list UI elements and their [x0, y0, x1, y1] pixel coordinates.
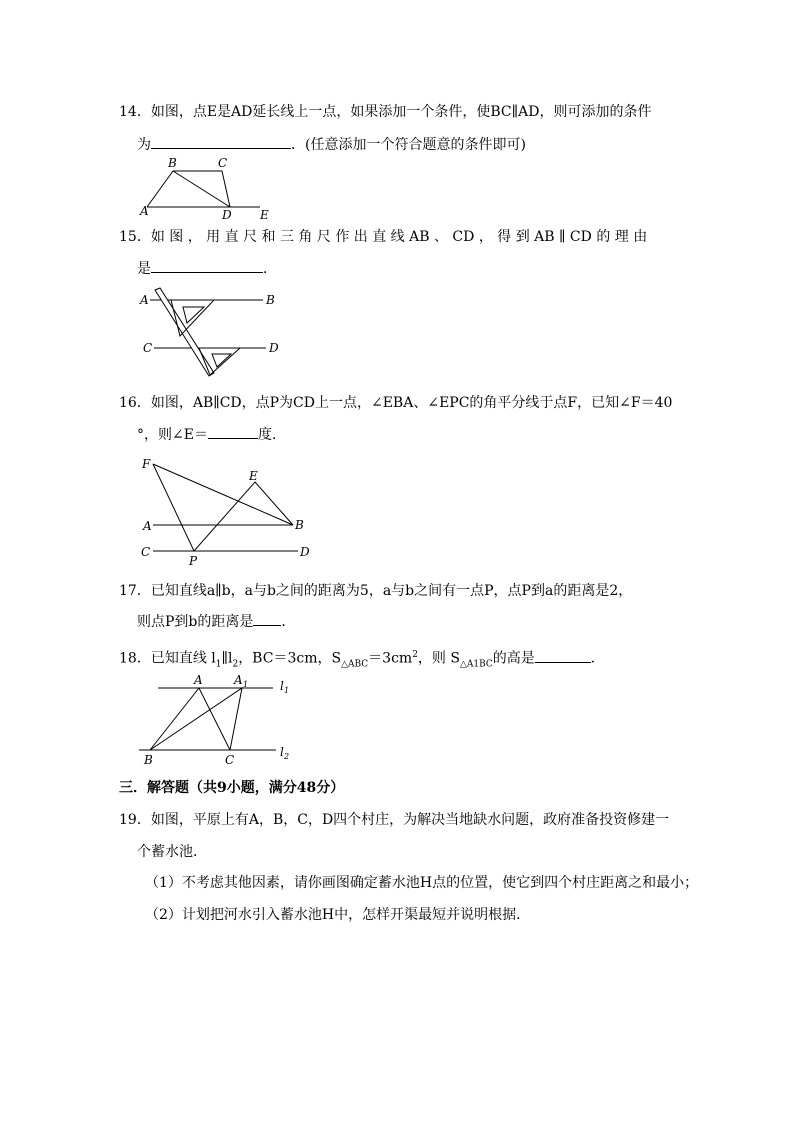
q15-label-A: A: [140, 293, 149, 307]
q16-label-D: D: [300, 545, 310, 559]
q18-sub-3: △ABC: [341, 659, 369, 670]
q16-label-B: B: [295, 518, 304, 532]
q18-number: 18．: [119, 650, 151, 667]
q18-label-C: C: [225, 753, 235, 767]
q18-answer-blank[interactable]: [535, 648, 591, 663]
q18-figure: [136, 672, 296, 768]
q15-suffix: ．: [263, 261, 277, 277]
q19-line2: 个蓄水池．: [137, 844, 207, 860]
q18-end: ．: [590, 650, 605, 667]
q15-answer-blank[interactable]: [151, 258, 263, 273]
q18-text-c: ，BC＝3cm，S: [238, 650, 342, 667]
q17-number: 17．: [119, 583, 151, 599]
q14-label-E: E: [260, 208, 269, 222]
q14-suffix: ．(任意添加一个符合题意的条件即可): [291, 137, 526, 153]
q18-sub-2: 2: [232, 659, 239, 670]
q16-label-A: A: [143, 519, 152, 533]
q16-label-E: E: [249, 469, 258, 483]
q19-line1: [119, 810, 669, 830]
q15-line1: [119, 227, 647, 247]
q18-label-l1: l: [280, 679, 284, 693]
q14-line1: [119, 102, 651, 122]
q18-label-B: B: [144, 753, 153, 767]
q15-label-D: D: [269, 341, 279, 355]
q17-line2: [137, 611, 295, 632]
q15-prefix: 是: [137, 261, 151, 277]
q16-label-F: F: [142, 457, 151, 471]
q19-number: 19．: [119, 812, 151, 828]
q19-subquestion-2: （2）计划把河水引入蓄水池H中，怎样开渠最短并说明根据．: [145, 907, 531, 923]
q17-text: 已知直线a∥b，a与b之间的距离为5，a与b之间有一点P，点P到a的距离是2，: [150, 583, 633, 599]
q18-text-e: ，则 S: [417, 650, 460, 667]
q17-answer-blank[interactable]: [253, 611, 281, 626]
q14-label-C: C: [218, 156, 228, 170]
q14-line2: [137, 134, 526, 155]
q19-subquestion-1: （1）不考虑其他因素，请你画图确定蓄水池H点的位置，使它到四个村庄距离之和最小；: [145, 875, 699, 891]
q18-label-A: A: [194, 673, 203, 687]
q18-label-l1-sub: 1: [284, 686, 290, 695]
q15-label-C: C: [143, 341, 153, 355]
q18-label-A1-sub: 1: [243, 680, 249, 689]
q14-answer-blank[interactable]: [151, 134, 291, 149]
q16-line1: [119, 393, 672, 413]
q14-label-B: B: [168, 156, 177, 170]
q18-text-d: ＝3cm: [368, 650, 413, 667]
q15-figure: [138, 285, 283, 385]
q14-label-D: D: [222, 208, 232, 222]
section-heading: 三．解答题（共9小题，满分48分）: [119, 780, 345, 796]
q16-label-C: C: [141, 545, 151, 559]
q16-suffix: 度．: [257, 427, 286, 443]
q16-number: 16．: [119, 395, 151, 411]
q15-line2: [137, 258, 277, 279]
q14-figure: [140, 155, 275, 221]
q18-label-l2-sub: 2: [284, 752, 290, 761]
q16-label-P: P: [189, 554, 198, 568]
q18-label-A1: A: [234, 673, 243, 687]
q14-text: 如图，点E是AD延长线上一点，如果添加一个条件，使BC∥AD，则可添加的条件: [150, 104, 652, 120]
q18-label-l2: l: [280, 745, 284, 759]
q14-number: 14．: [119, 104, 151, 120]
q17-prefix: 则点P到b的距离是: [137, 614, 254, 630]
q18-sup-1: 2: [412, 650, 418, 660]
q15-number: 15．: [119, 229, 151, 245]
q17-suffix: ．: [281, 614, 296, 630]
q19-text: 如图，平原上有A，B，C，D四个村庄，为解决当地缺水问题，政府准备投资修建一: [150, 812, 670, 828]
q18-text-a: 已知直线 l: [150, 650, 216, 667]
q16-line2: [137, 424, 286, 445]
q16-figure: [138, 452, 318, 568]
q16-prefix: °，则∠E＝: [137, 427, 208, 443]
q18-text-b: ∥l: [221, 650, 233, 667]
q18-text-f: 的高是: [492, 650, 535, 667]
q18-sub-4: △A1BC: [459, 659, 493, 670]
q15-label-B: B: [266, 293, 275, 307]
q15-text: 如 图 ， 用 直 尺 和 三 角 尺 作 出 直 线 AB 、 CD ， 得 到 AB ∥ CD 的 理 由: [150, 229, 648, 245]
q16-answer-blank[interactable]: [208, 424, 258, 439]
q18-line: [119, 645, 605, 674]
q14-prefix: 为: [137, 137, 151, 153]
q18-sub-1: 1: [215, 659, 222, 670]
q17-line1: [119, 581, 632, 601]
q16-text: 如图，AB∥CD，点P为CD上一点，∠EBA、∠EPC的角平分线于点F，已知∠F＝40: [150, 395, 673, 411]
q14-label-A: A: [140, 204, 149, 218]
